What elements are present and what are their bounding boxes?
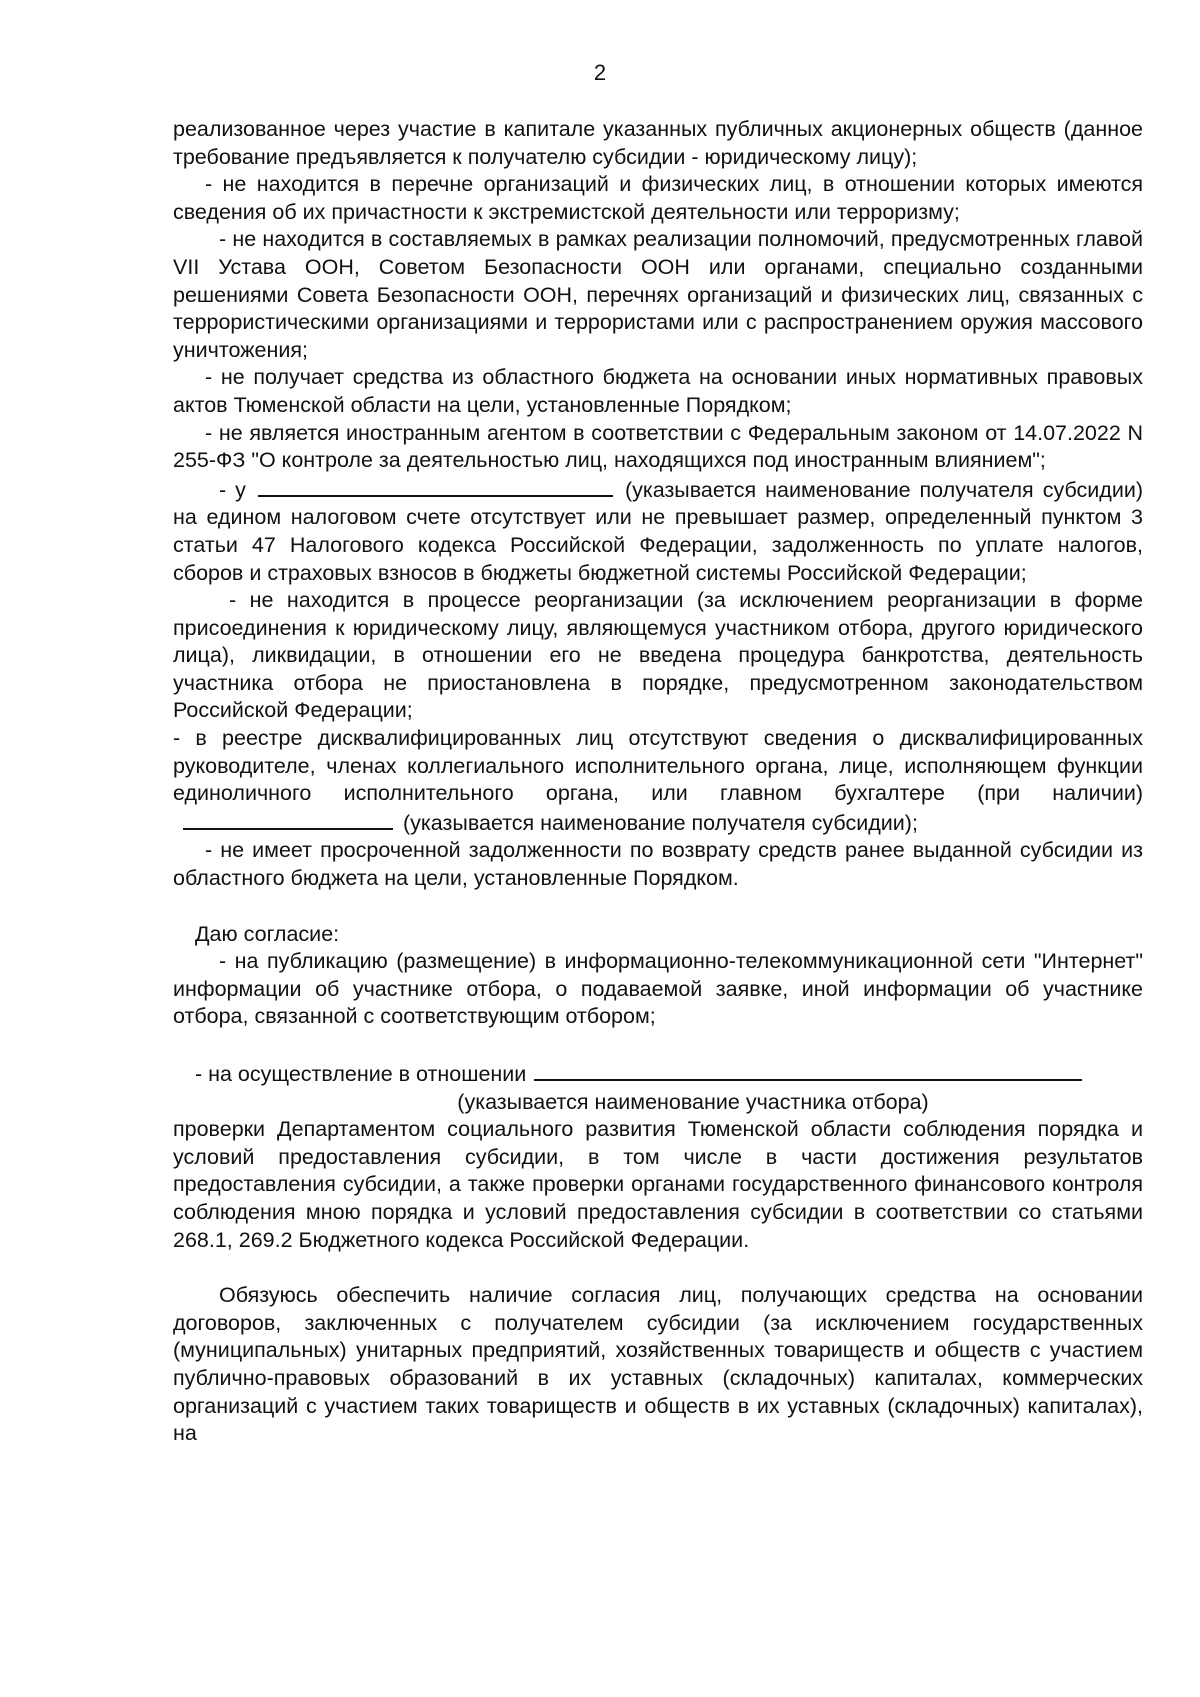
document-body <box>173 116 1143 1448</box>
disqualified-registry-text: - в реестре дисквалифицированных лиц отсутствуют сведения о дисквалифицированных руководителе, членах коллегиального исполнительного органа, лице, исполняющем функции единоличного исполнительного органа, или главном бухгалтере (при наличии) <box>173 726 1143 806</box>
paragraph-extremism-list: - не находится в перечне организаций и физических лиц, в отношении которых имеются сведения об их причастности к экстремистской деятельности или терроризму; <box>173 172 1143 224</box>
paragraph-reorganization: - не находится в процессе реорганизации (за исключением реорганизации в форме присоединения к юридическому лицу, являющемуся участником отбора, другого юридического лица), ликвидации, в отношении его не введена процедура банкротства, деятельность участника отбора не приостановлена в порядке, предусмотренном законодательством Российской Федерации; <box>173 588 1143 723</box>
tax-debt-text: (указывается наименование получателя субсидии) на едином налоговом счете отсутствует или не превышает размер, определенный пунктом 3 статьи 47 Налогового кодекса Российской Федерации, задолженность по уплате налогов, сборов и страховых взносов в бюджеты бюджетной системы Российской Федерации; <box>173 477 1143 585</box>
recipient-name-blank <box>258 475 613 497</box>
paragraph-inspection-text: проверки Департаментом социального развития Тюменской области соблюдения порядка и условий предоставления субсидии, в том числе в части достижения результатов предоставления субсидии, а также проверки органами государственного финансового контроля соблюдения мною порядка и условий предоставления субсидии в соответствии со статьями 268.1, 269.2 Бюджетного кодекса Российской Федерации. <box>173 1117 1143 1252</box>
paragraph-overdue-debt: - не имеет просроченной задолженности по возврату средств ранее выданной субсидии из областного бюджета на цели, установленные Порядком. <box>173 838 1143 891</box>
disqualified-registry-suffix: (указывается наименование получателя субсидии); <box>403 810 918 835</box>
participant-name-blank <box>534 1059 1082 1081</box>
paragraph-foreign-agent: - не является иностранным агентом в соответствии с Федеральным законом от 14.07.2022 N 255-ФЗ "О контроле за деятельностью лиц, находящихся под иностранным влиянием"; <box>173 420 1143 473</box>
recipient-name-blank-2 <box>183 808 393 830</box>
inspection-consent-prefix: - на осуществление в отношении <box>195 1062 527 1086</box>
paragraph-tax-debt <box>173 475 1143 587</box>
page-number: 2 <box>593 60 607 85</box>
paragraph-inspection-consent <box>173 1059 1143 1089</box>
paragraph-disqualified-registry <box>173 725 1143 837</box>
consent-heading: Даю согласие: <box>195 921 340 946</box>
participant-name-caption: (указывается наименование участника отбора) <box>457 1089 929 1114</box>
paragraph-un-lists: - не находится в составляемых в рамках реализации полномочий, предусмотренных главой VII Устава ООН, Советом Безопасности ООН или органами, специально созданными решениями Совета Безопасности ООН, перечнях организаций и физических лиц, связанных с террористическими организациями и террористами или с распространением оружия массового уничтожения; <box>173 227 1143 362</box>
spacer <box>173 1254 1143 1282</box>
paragraph-obligation: Обязуюсь обеспечить наличие согласия лиц, получающих средства на основании договоров, заключенных с получателем субсидии (за исключением государственных (муниципальных) унитарных предприятий, хозяйственных товариществ и обществ с участием публично-правовых образований в их уставных (складочных) капиталах, коммерческих организаций с участием таких товариществ и обществ в их уставных (складочных) капиталах), на <box>173 1283 1143 1446</box>
paragraph-regional-budget: - не получает средства из областного бюджета на основании иных нормативных правовых актов Тюменской области на цели, установленные Порядком; <box>173 365 1143 417</box>
tax-debt-prefix: - у <box>219 477 246 502</box>
paragraph-capital-participation: реализованное через участие в капитале указанных публичных акционерных обществ (данное требование предъявляется к получателю субсидии - юридическому лицу); <box>173 117 1143 169</box>
spacer <box>173 893 1143 921</box>
spacer <box>173 1031 1143 1059</box>
paragraph-publication-consent: - на публикацию (размещение) в информационно-телекоммуникационной сети "Интернет" информации об участнике отбора, о подаваемой заявке, иной информации об участнике отбора, связанной с соответствующим отбором; <box>173 949 1143 1029</box>
